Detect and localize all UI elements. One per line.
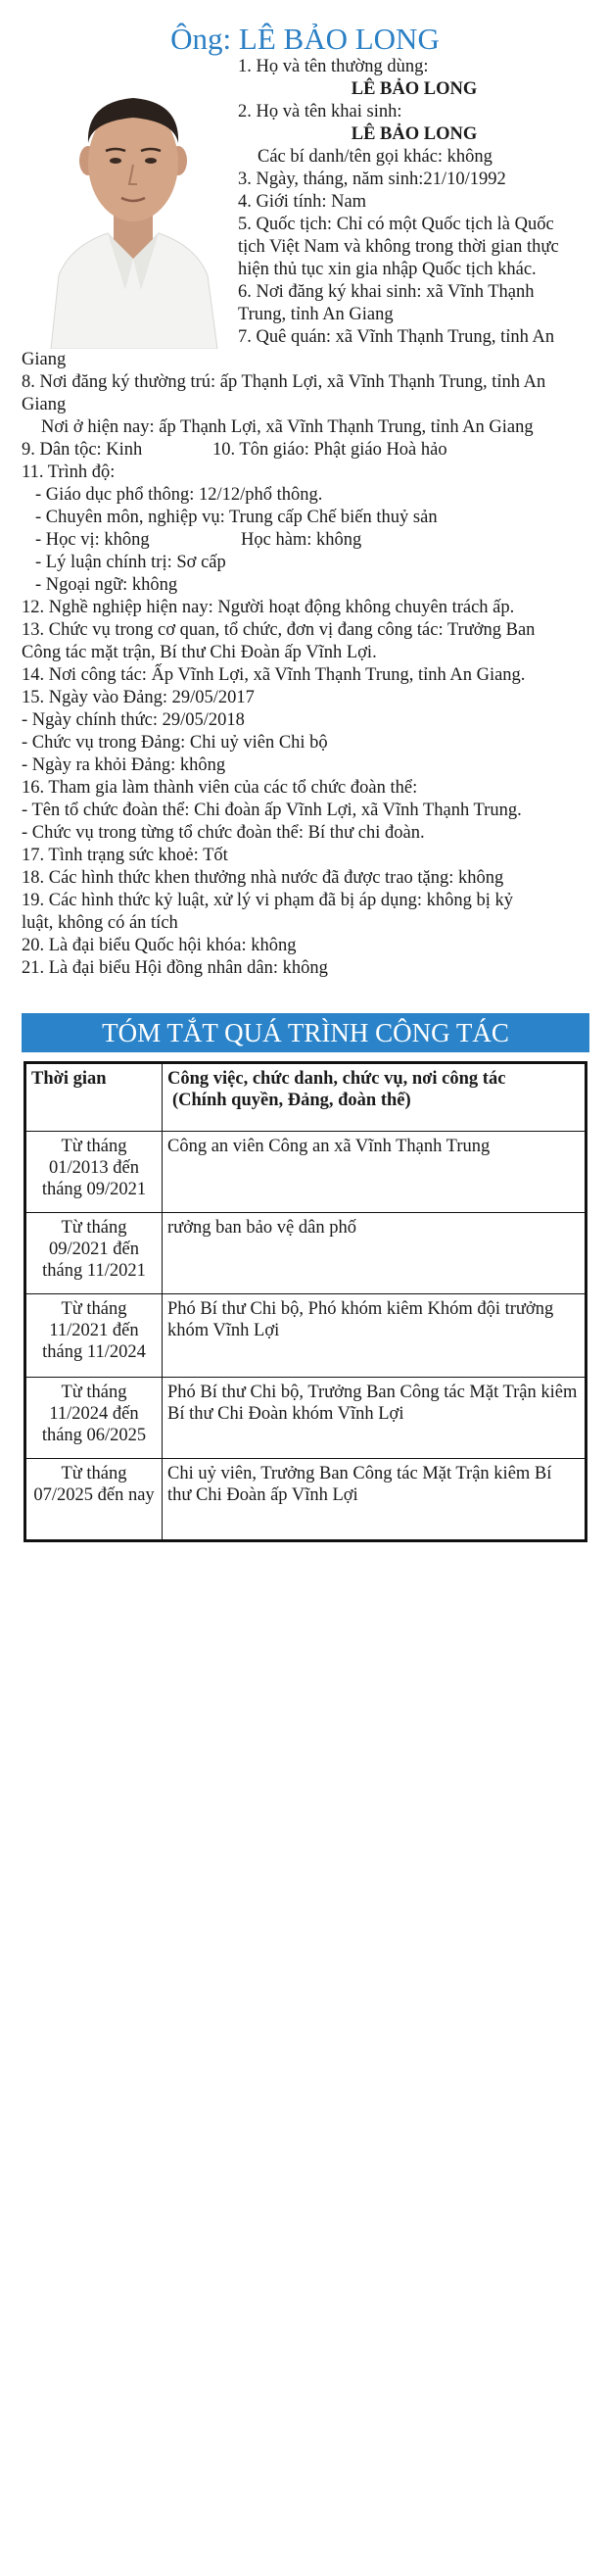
info-line: Các bí danh/tên gọi khác: không — [258, 147, 493, 167]
info-line: Giang — [22, 350, 67, 369]
info-line: LÊ BẢO LONG — [351, 79, 478, 99]
info-line: Trung, tỉnh An Giang — [238, 305, 394, 324]
info-line: 2. Họ và tên khai sinh: — [238, 102, 402, 122]
info-line: 13. Chức vụ trong cơ quan, tổ chức, đơn vị đang công tác: Trưởng Ban — [22, 620, 536, 640]
work-history-table — [23, 1061, 587, 1542]
info-line: 20. Là đại biểu Quốc hội khóa: không — [22, 936, 297, 955]
row-time: Từ tháng 01/2013 đến tháng 09/2021 — [25, 1132, 163, 1213]
info-line: - Giáo dục phổ thông: 12/12/phổ thông. — [35, 485, 323, 505]
info-line: - Lý luận chính trị: Sơ cấp — [35, 553, 226, 572]
info-line: LÊ BẢO LONG — [351, 124, 478, 144]
info-line: - Chức vụ trong Đảng: Chi uỷ viên Chi bộ — [22, 733, 328, 753]
info-line: 10. Tôn giáo: Phật giáo Hoà hảo — [212, 440, 447, 460]
info-line: 18. Các hình thức khen thưởng nhà nước đã được trao tặng: không — [22, 868, 504, 888]
col-header-description — [163, 1063, 587, 1132]
info-line: - Ngoại ngữ: không — [35, 575, 178, 595]
page-title: Ông: LÊ BẢO LONG — [170, 22, 440, 56]
info-line: 7. Quê quán: xã Vĩnh Thạnh Trung, tỉnh An — [238, 327, 555, 347]
info-line: 15. Ngày vào Đảng: 29/05/2017 — [22, 688, 255, 707]
info-line: tịch Việt Nam và không trong thời gian thực — [238, 237, 559, 257]
row-time: Từ tháng 09/2021 đến tháng 11/2021 — [25, 1213, 163, 1294]
info-line: hiện thủ tục xin gia nhập Quốc tịch khác. — [238, 260, 537, 279]
info-line: 19. Các hình thức kỷ luật, xử lý vi phạm đã bị áp dụng: không bị kỷ — [22, 891, 514, 910]
info-line: 11. Trình độ: — [22, 462, 116, 482]
table-row — [25, 1294, 587, 1378]
info-line: 5. Quốc tịch: Chỉ có một Quốc tịch là Quốc — [238, 215, 554, 234]
info-line: 8. Nơi đăng ký thường trú: ấp Thạnh Lợi, xã Vĩnh Thạnh Trung, tỉnh An — [22, 372, 546, 392]
portrait-photo — [31, 65, 235, 349]
info-line: - Chức vụ trong từng tổ chức đoàn thể: Bí thư chi đoàn. — [22, 823, 425, 843]
info-line: Công tác mặt trận, Bí thư Chi Đoàn ấp Vĩnh Lợi. — [22, 643, 377, 662]
col-header-description-line2: (Chính quyền, Đảng, đoàn thể) — [172, 1091, 411, 1110]
info-line: - Học vị: không — [35, 530, 150, 550]
info-line: 14. Nơi công tác: Ấp Vĩnh Lợi, xã Vĩnh Thạnh Trung, tỉnh An Giang. — [22, 665, 526, 685]
row-description: Phó Bí thư Chi bộ, Trưởng Ban Công tác Mặt Trận kiêm Bí thư Chi Đoàn khóm Vĩnh Lợi — [163, 1378, 587, 1459]
row-time: Từ tháng 11/2024 đến tháng 06/2025 — [25, 1378, 163, 1459]
row-time: Từ tháng 07/2025 đến nay — [25, 1459, 163, 1541]
col-header-time: Thời gian — [25, 1063, 163, 1132]
row-description: Chi uỷ viên, Trưởng Ban Công tác Mặt Trận kiêm Bí thư Chi Đoàn ấp Vĩnh Lợi — [163, 1459, 587, 1541]
info-line: - Tên tổ chức đoàn thể: Chi đoàn ấp Vĩnh Lợi, xã Vĩnh Thạnh Trung. — [22, 801, 522, 820]
info-line: Học hàm: không — [241, 530, 362, 550]
table-header-row — [25, 1063, 587, 1132]
info-line: 16. Tham gia làm thành viên của các tổ chức đoàn thể: — [22, 778, 418, 798]
info-line: 9. Dân tộc: Kinh — [22, 440, 143, 460]
info-line: luật, không có án tích — [22, 913, 178, 933]
work-history-heading: TÓM TẮT QUÁ TRÌNH CÔNG TÁC — [22, 1013, 589, 1052]
info-line: - Chuyên môn, nghiệp vụ: Trung cấp Chế biến thuỷ sản — [35, 508, 438, 527]
row-time: Từ tháng 11/2021 đến tháng 11/2024 — [25, 1294, 163, 1378]
info-line: 12. Nghề nghiệp hiện nay: Người hoạt động không chuyên trách ấp. — [22, 598, 515, 617]
table-row — [25, 1378, 587, 1459]
info-line: 3. Ngày, tháng, năm sinh:21/10/1992 — [238, 170, 506, 189]
row-description: rưởng ban bảo vệ dân phố — [163, 1213, 587, 1294]
info-line: - Ngày ra khỏi Đảng: không — [22, 755, 226, 775]
info-line: 1. Họ và tên thường dùng: — [238, 57, 429, 76]
portrait-illustration — [31, 65, 235, 349]
table-row — [25, 1132, 587, 1213]
info-line: - Ngày chính thức: 29/05/2018 — [22, 710, 245, 730]
table-row — [25, 1459, 587, 1541]
info-line: 4. Giới tính: Nam — [238, 192, 367, 212]
info-line: Nơi ở hiện nay: ấp Thạnh Lợi, xã Vĩnh Thạnh Trung, tỉnh An Giang — [41, 417, 534, 437]
table-row — [25, 1213, 587, 1294]
info-line: Giang — [22, 395, 67, 414]
info-line: 6. Nơi đăng ký khai sinh: xã Vĩnh Thạnh — [238, 282, 535, 302]
info-line: 21. Là đại biểu Hội đồng nhân dân: không — [22, 958, 328, 978]
row-description: Công an viên Công an xã Vĩnh Thạnh Trung — [163, 1132, 587, 1213]
row-description: Phó Bí thư Chi bộ, Phó khóm kiêm Khóm đội trưởng khóm Vĩnh Lợi — [163, 1294, 587, 1378]
col-header-description-line1: Công việc, chức danh, chức vụ, nơi công tác — [167, 1069, 506, 1089]
info-line: 17. Tình trạng sức khoẻ: Tốt — [22, 846, 228, 865]
